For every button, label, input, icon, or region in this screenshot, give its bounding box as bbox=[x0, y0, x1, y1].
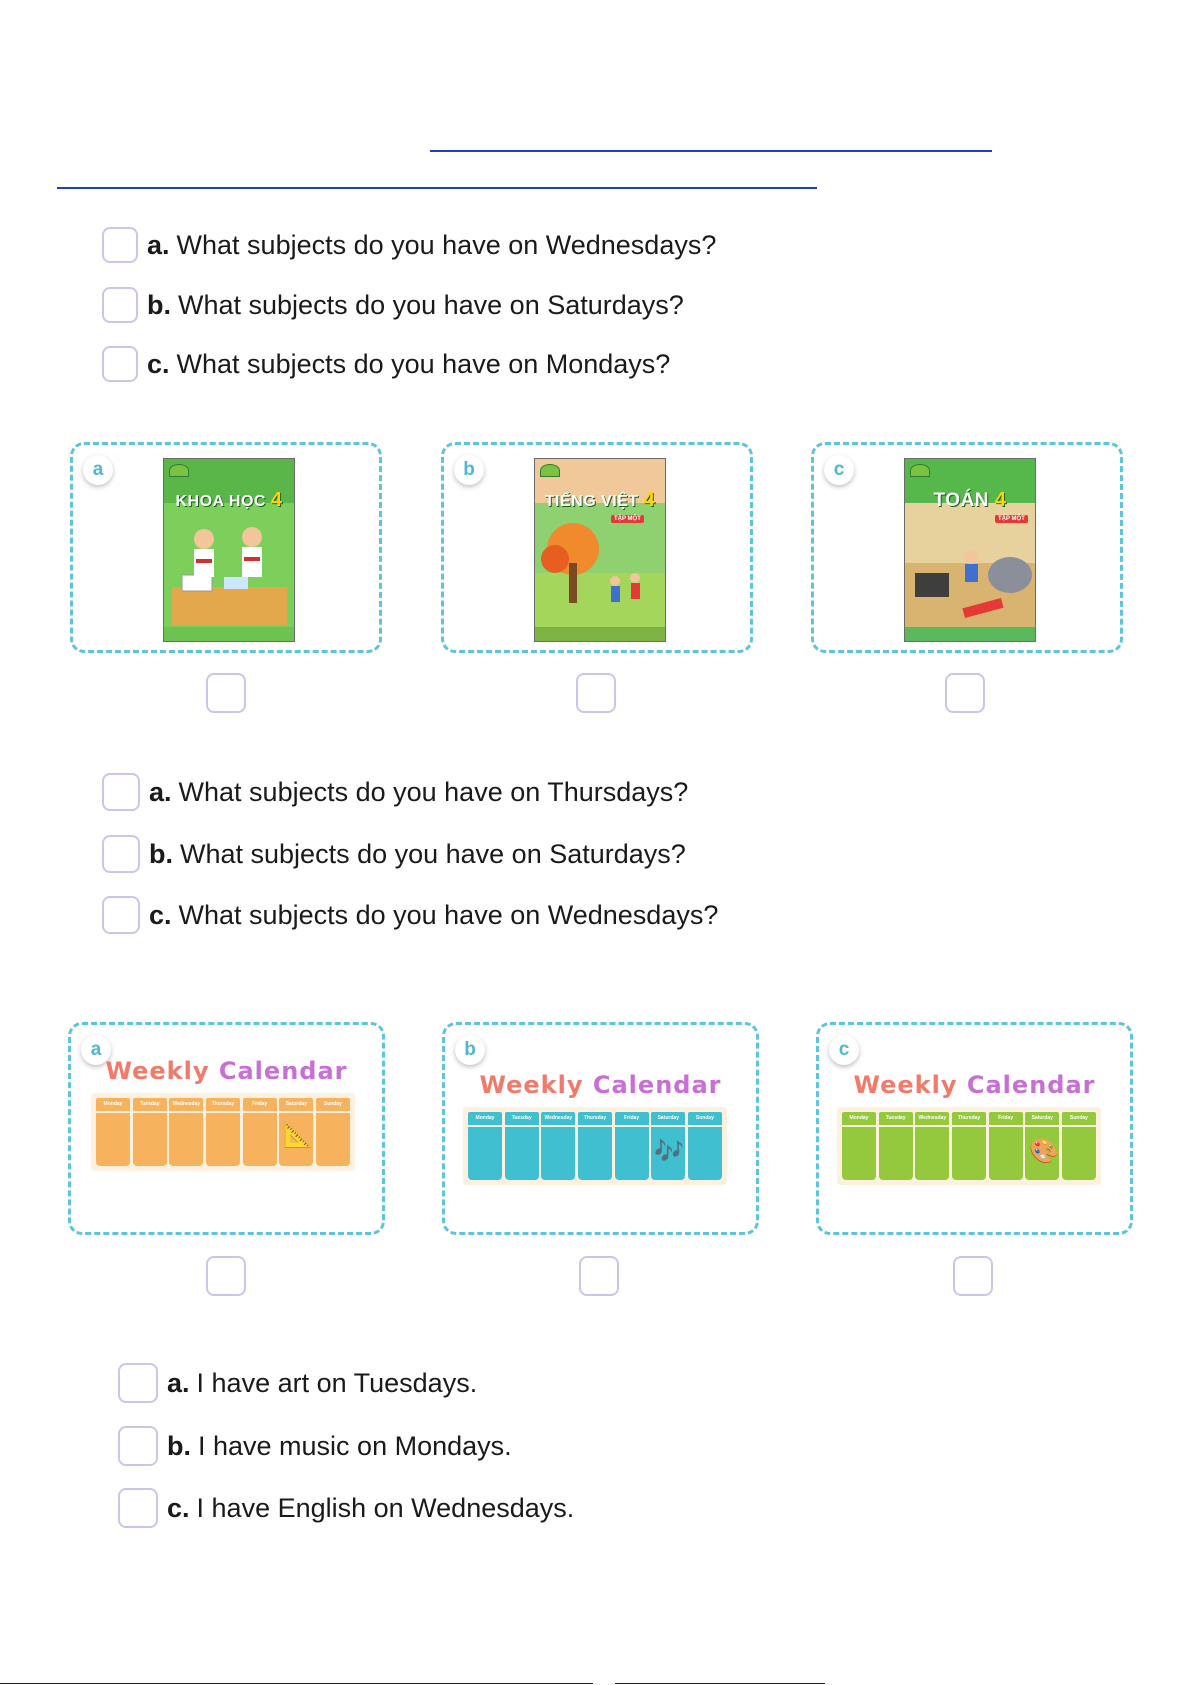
day-column bbox=[468, 1112, 502, 1180]
day-label: Friday bbox=[615, 1112, 649, 1125]
option-letter: c. bbox=[149, 899, 172, 930]
paint-palette-icon: 🎨 bbox=[1029, 1138, 1060, 1165]
checkbox[interactable] bbox=[102, 346, 138, 382]
day-label: Friday bbox=[243, 1098, 277, 1111]
tree-illustration-icon bbox=[535, 523, 665, 627]
question-2-option-c[interactable] bbox=[102, 896, 718, 934]
day-label: Friday bbox=[989, 1112, 1023, 1125]
publisher-logo-icon bbox=[540, 464, 560, 477]
day-label: Saturday bbox=[1025, 1112, 1059, 1125]
option-letter: c. bbox=[147, 348, 170, 379]
option-letter: a. bbox=[149, 776, 172, 807]
calendar-board bbox=[463, 1107, 727, 1185]
day-label: Tuesday bbox=[505, 1112, 539, 1125]
calendar-card-c-checkbox[interactable] bbox=[953, 1256, 993, 1296]
music-notes-icon: 🎶 bbox=[654, 1138, 685, 1165]
day-column bbox=[243, 1098, 277, 1166]
math-illustration-icon bbox=[905, 523, 1035, 627]
calendar-title-word-2: Calendar bbox=[966, 1071, 1096, 1099]
day-column bbox=[842, 1112, 876, 1180]
day-column bbox=[1062, 1112, 1096, 1180]
day-column bbox=[952, 1112, 986, 1180]
option-text: What subjects do you have on Saturdays? bbox=[178, 289, 684, 320]
option-text: I have music on Mondays. bbox=[198, 1430, 512, 1461]
calendar-title-word-1: Weekly bbox=[479, 1071, 584, 1099]
checkbox[interactable] bbox=[102, 896, 140, 934]
calendar-title bbox=[71, 1057, 382, 1085]
checkbox[interactable] bbox=[102, 773, 140, 811]
publisher-logo-icon bbox=[169, 464, 189, 477]
footer-divider bbox=[615, 1683, 825, 1684]
day-column bbox=[541, 1112, 575, 1180]
option-letter: b. bbox=[149, 838, 173, 869]
question-1-option-b[interactable] bbox=[102, 287, 684, 323]
checkbox[interactable] bbox=[118, 1488, 158, 1528]
calendar-card-b-checkbox[interactable] bbox=[579, 1256, 619, 1296]
book-card-b-checkbox[interactable] bbox=[576, 673, 616, 713]
day-column bbox=[279, 1098, 313, 1166]
option-letter: b. bbox=[147, 289, 171, 320]
calendar-card-c[interactable] bbox=[816, 1022, 1133, 1235]
checkbox[interactable] bbox=[118, 1426, 158, 1466]
option-letter: a. bbox=[167, 1367, 190, 1398]
book-number: 4 bbox=[994, 489, 1007, 511]
calendar-title-word-1: Weekly bbox=[105, 1057, 210, 1085]
checkbox[interactable] bbox=[102, 227, 138, 263]
checkbox[interactable] bbox=[102, 287, 138, 323]
answer-line-2 bbox=[57, 187, 817, 189]
day-label: Sunday bbox=[688, 1112, 722, 1125]
day-column bbox=[989, 1112, 1023, 1180]
answer-3-option-a[interactable] bbox=[118, 1363, 477, 1403]
option-text: What subjects do you have on Mondays? bbox=[176, 348, 671, 379]
footer-divider bbox=[0, 1683, 593, 1684]
day-column bbox=[915, 1112, 949, 1180]
day-label: Saturday bbox=[651, 1112, 685, 1125]
day-column bbox=[316, 1098, 350, 1166]
students-illustration-icon bbox=[164, 517, 294, 627]
calendar-card-b[interactable] bbox=[442, 1022, 759, 1235]
question-1-option-a[interactable] bbox=[102, 227, 716, 263]
answer-3-option-c[interactable] bbox=[118, 1488, 574, 1528]
option-text: I have art on Tuesdays. bbox=[196, 1367, 478, 1398]
day-label: Tuesday bbox=[879, 1112, 913, 1125]
book-card-a-checkbox[interactable] bbox=[206, 673, 246, 713]
book-number: 4 bbox=[270, 489, 283, 511]
ruler-triangle-icon: 📐 bbox=[283, 1122, 314, 1149]
day-column bbox=[96, 1098, 130, 1166]
day-label: Tuesday bbox=[133, 1098, 167, 1111]
day-label: Wednesday bbox=[915, 1112, 949, 1125]
day-column bbox=[879, 1112, 913, 1180]
option-text: What subjects do you have on Wednesdays? bbox=[176, 229, 717, 260]
book-number: 4 bbox=[643, 489, 656, 511]
day-column bbox=[206, 1098, 240, 1166]
book-cover-khoa-hoc bbox=[163, 458, 295, 642]
day-label: Monday bbox=[842, 1112, 876, 1125]
option-letter: c. bbox=[167, 1492, 190, 1523]
option-text: What subjects do you have on Saturdays? bbox=[180, 838, 686, 869]
card-badge: a bbox=[83, 455, 113, 485]
day-column bbox=[505, 1112, 539, 1180]
option-letter: a. bbox=[147, 229, 170, 260]
calendar-board bbox=[91, 1093, 355, 1171]
card-badge: a bbox=[81, 1035, 111, 1065]
day-label: Wednesday bbox=[541, 1112, 575, 1125]
day-column bbox=[578, 1112, 612, 1180]
book-card-c-checkbox[interactable] bbox=[945, 673, 985, 713]
calendar-card-a-checkbox[interactable] bbox=[206, 1256, 246, 1296]
day-label: Sunday bbox=[1062, 1112, 1096, 1125]
day-label: Monday bbox=[468, 1112, 502, 1125]
calendar-title-word-1: Weekly bbox=[853, 1071, 958, 1099]
book-title: KHOA HỌC bbox=[175, 493, 266, 510]
day-column bbox=[133, 1098, 167, 1166]
calendar-title bbox=[819, 1071, 1130, 1099]
day-column bbox=[651, 1112, 685, 1180]
answer-3-option-b[interactable] bbox=[118, 1426, 512, 1466]
day-label: Thursday bbox=[952, 1112, 986, 1125]
book-title: TIẾNG VIỆT bbox=[544, 493, 639, 510]
card-badge: b bbox=[454, 455, 484, 485]
book-volume: TẬP MỘT bbox=[611, 515, 644, 523]
day-label: Saturday bbox=[279, 1098, 313, 1111]
checkbox[interactable] bbox=[118, 1363, 158, 1403]
option-text: What subjects do you have on Thursdays? bbox=[178, 776, 689, 807]
day-label: Sunday bbox=[316, 1098, 350, 1111]
option-text: What subjects do you have on Wednesdays? bbox=[178, 899, 719, 930]
calendar-card-a[interactable] bbox=[68, 1022, 385, 1235]
publisher-logo-icon bbox=[910, 464, 930, 477]
day-label: Thursday bbox=[206, 1098, 240, 1111]
day-column bbox=[169, 1098, 203, 1166]
card-badge: b bbox=[455, 1035, 485, 1065]
book-title: TOÁN bbox=[933, 490, 990, 511]
day-label: Monday bbox=[96, 1098, 130, 1111]
book-cover-tieng-viet bbox=[534, 458, 666, 642]
calendar-title-word-2: Calendar bbox=[218, 1057, 348, 1085]
calendar-board bbox=[837, 1107, 1101, 1185]
day-column bbox=[688, 1112, 722, 1180]
book-card-c[interactable] bbox=[811, 442, 1123, 653]
calendar-title-word-2: Calendar bbox=[592, 1071, 722, 1099]
day-column bbox=[1025, 1112, 1059, 1180]
day-label: Wednesday bbox=[169, 1098, 203, 1111]
option-text: I have English on Wednesdays. bbox=[196, 1492, 575, 1523]
question-2-option-b[interactable] bbox=[102, 835, 686, 873]
card-badge: c bbox=[829, 1035, 859, 1065]
book-card-b[interactable] bbox=[441, 442, 753, 653]
day-column bbox=[615, 1112, 649, 1180]
card-badge: c bbox=[824, 455, 854, 485]
answer-line-1 bbox=[430, 150, 992, 152]
question-2-option-a[interactable] bbox=[102, 773, 688, 811]
book-volume: TẬP MỘT bbox=[995, 515, 1028, 523]
option-letter: b. bbox=[167, 1430, 191, 1461]
calendar-title bbox=[445, 1071, 756, 1099]
question-1-option-c[interactable] bbox=[102, 346, 670, 382]
book-card-a[interactable] bbox=[70, 442, 382, 653]
book-cover-toan bbox=[904, 458, 1036, 642]
checkbox[interactable] bbox=[102, 835, 140, 873]
day-label: Thursday bbox=[578, 1112, 612, 1125]
